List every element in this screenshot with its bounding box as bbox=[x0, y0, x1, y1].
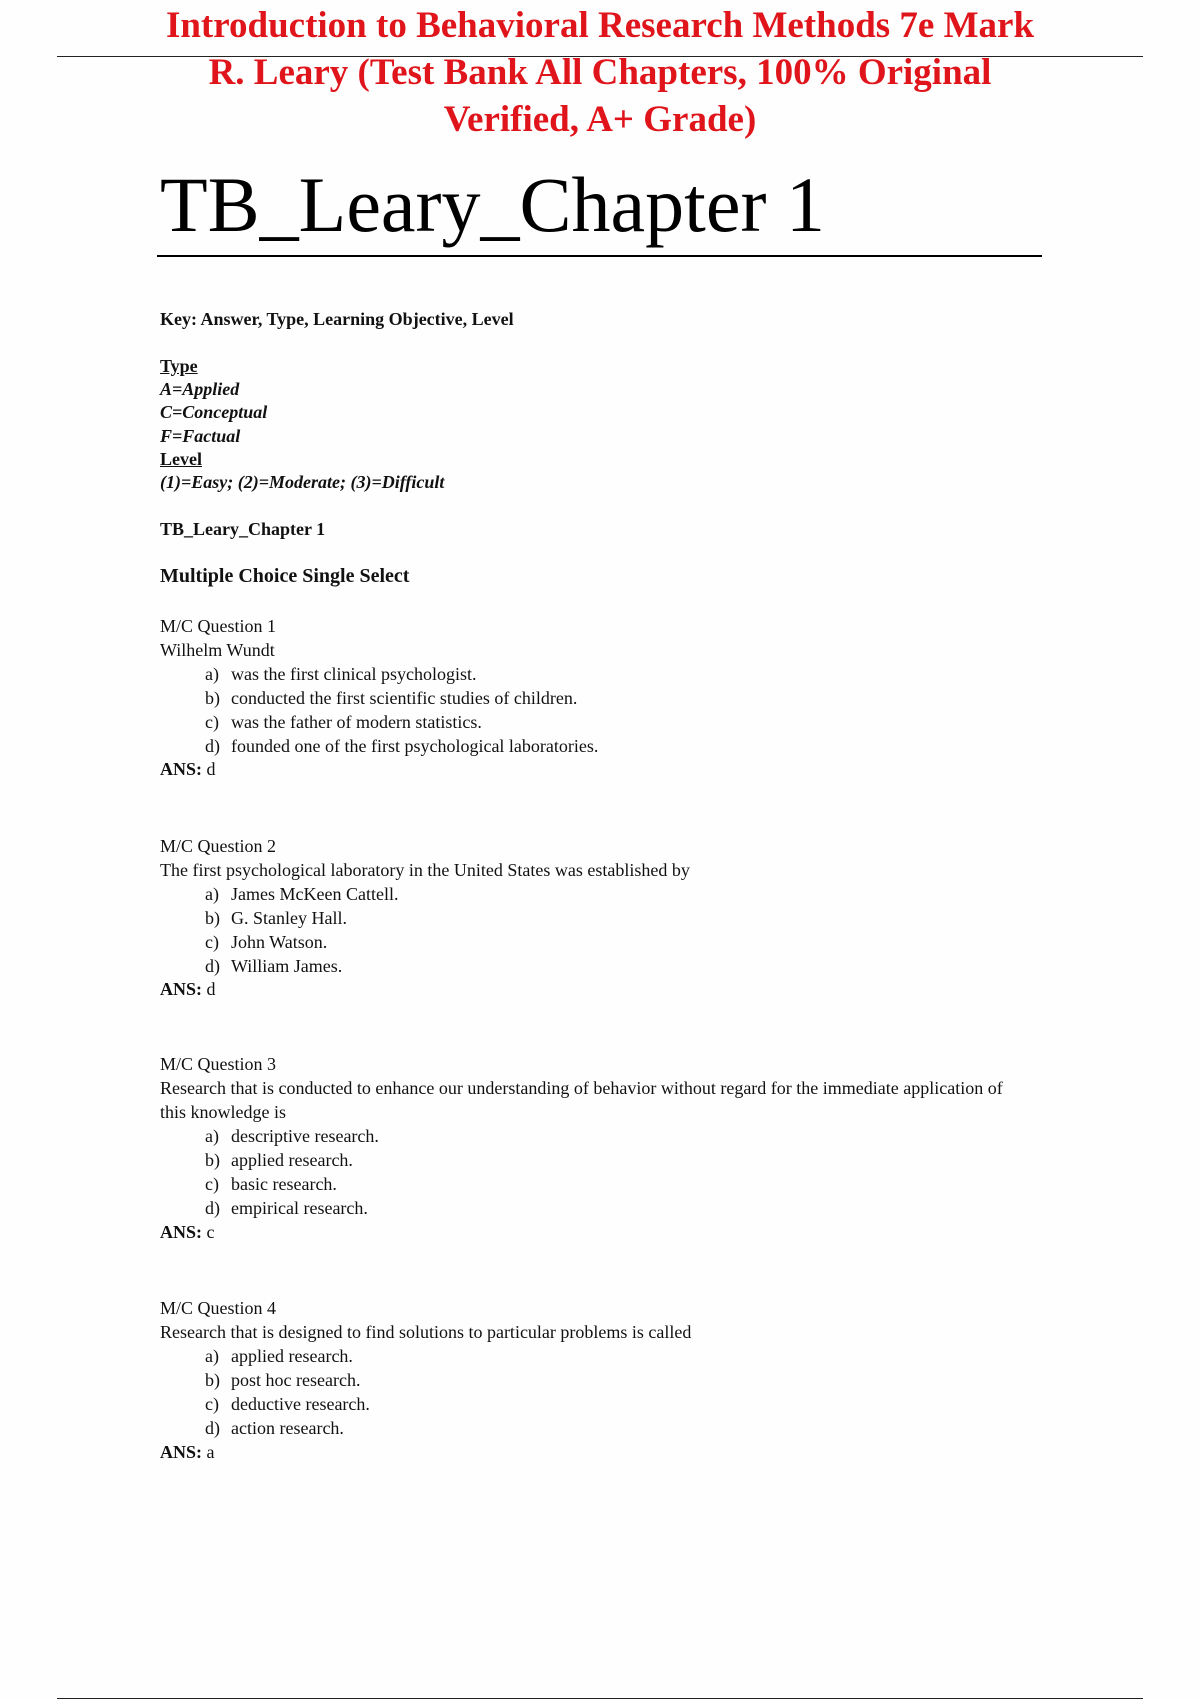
option-letter: d) bbox=[205, 736, 220, 756]
type-factual: F=Factual bbox=[160, 426, 241, 446]
answer-option bbox=[205, 710, 482, 734]
answer-option bbox=[205, 882, 398, 906]
option-text: applied research. bbox=[231, 1346, 353, 1366]
answer-key bbox=[160, 1220, 215, 1244]
banner-line-2: R. Leary (Test Bank All Chapters, 100% Original bbox=[208, 52, 992, 93]
document-banner bbox=[100, 2, 1100, 143]
option-text: James McKeen Cattell. bbox=[231, 884, 399, 904]
option-letter: a) bbox=[205, 1126, 219, 1146]
option-letter: c) bbox=[205, 1174, 219, 1194]
question-prompt: The first psychological laboratory in the United States was established by bbox=[160, 860, 690, 880]
banner-line-3: Verified, A+ Grade) bbox=[443, 99, 757, 140]
question-label: M/C Question 1 bbox=[160, 616, 277, 636]
option-letter: d) bbox=[205, 1198, 220, 1218]
answer-key-label: ANS: bbox=[160, 979, 203, 999]
option-letter: b) bbox=[205, 1150, 220, 1170]
option-text: post hoc research. bbox=[231, 1370, 361, 1390]
title-rule bbox=[157, 255, 1042, 257]
type-conceptual: C=Conceptual bbox=[160, 402, 268, 422]
option-letter: c) bbox=[205, 712, 219, 732]
chapter-label: TB_Leary_Chapter 1 bbox=[160, 519, 326, 539]
question-prompt: Wilhelm Wundt bbox=[160, 640, 275, 660]
option-letter: b) bbox=[205, 688, 220, 708]
answer-option bbox=[205, 906, 347, 930]
key-line: Key: Answer, Type, Learning Objective, Level bbox=[160, 309, 514, 329]
answer-option bbox=[205, 1368, 360, 1392]
answer-option bbox=[205, 1148, 353, 1172]
question-prompt: Research that is conducted to enhance our understanding of behavior without regard for the immediate application of this knowledge is bbox=[160, 1078, 1003, 1122]
option-text: empirical research. bbox=[231, 1198, 368, 1218]
answer-option bbox=[205, 662, 476, 686]
option-text: deductive research. bbox=[231, 1394, 370, 1414]
answer-option bbox=[205, 1392, 370, 1416]
level-definitions: (1)=Easy; (2)=Moderate; (3)=Difficult bbox=[160, 472, 445, 492]
answer-key bbox=[160, 1440, 215, 1464]
type-heading: Type bbox=[160, 356, 198, 376]
answer-option bbox=[205, 1172, 337, 1196]
question-label: M/C Question 3 bbox=[160, 1054, 277, 1074]
question-prompt: Research that is designed to find solutions to particular problems is called bbox=[160, 1322, 692, 1342]
option-text: John Watson. bbox=[231, 932, 328, 952]
answer-option bbox=[205, 1124, 379, 1148]
answer-key-value: d bbox=[206, 759, 216, 779]
answer-option bbox=[205, 686, 577, 710]
type-applied: A=Applied bbox=[160, 379, 240, 399]
option-text: William James. bbox=[231, 956, 343, 976]
answer-option bbox=[205, 1416, 344, 1440]
option-letter: a) bbox=[205, 1346, 219, 1366]
option-text: conducted the first scientific studies of children. bbox=[231, 688, 578, 708]
section-heading: Multiple Choice Single Select bbox=[160, 565, 410, 587]
option-letter: d) bbox=[205, 956, 220, 976]
option-text: applied research. bbox=[231, 1150, 353, 1170]
option-letter: b) bbox=[205, 1370, 220, 1390]
answer-key bbox=[160, 757, 216, 781]
answer-option bbox=[205, 1344, 353, 1368]
answer-option bbox=[205, 930, 327, 954]
level-heading: Level bbox=[160, 449, 202, 469]
option-text: descriptive research. bbox=[231, 1126, 379, 1146]
answer-key-label: ANS: bbox=[160, 1442, 203, 1462]
option-letter: c) bbox=[205, 932, 219, 952]
option-letter: d) bbox=[205, 1418, 220, 1438]
option-text: founded one of the first psychological laboratories. bbox=[231, 736, 599, 756]
answer-key-label: ANS: bbox=[160, 759, 203, 779]
option-text: action research. bbox=[231, 1418, 344, 1438]
option-text: G. Stanley Hall. bbox=[231, 908, 347, 928]
answer-key-value: a bbox=[206, 1442, 215, 1462]
page-bottom-rule bbox=[57, 1698, 1143, 1699]
option-letter: c) bbox=[205, 1394, 219, 1414]
option-text: was the father of modern statistics. bbox=[231, 712, 482, 732]
answer-key-value: c bbox=[206, 1222, 215, 1242]
banner-rule bbox=[57, 56, 1143, 57]
answer-option bbox=[205, 1196, 368, 1220]
answer-key-value: d bbox=[206, 979, 216, 999]
answer-option bbox=[205, 954, 342, 978]
answer-key bbox=[160, 977, 216, 1001]
option-text: was the first clinical psychologist. bbox=[231, 664, 477, 684]
answer-option bbox=[205, 734, 598, 758]
option-letter: a) bbox=[205, 884, 219, 904]
question-label: M/C Question 2 bbox=[160, 836, 277, 856]
option-letter: a) bbox=[205, 664, 219, 684]
option-text: basic research. bbox=[231, 1174, 337, 1194]
question-label: M/C Question 4 bbox=[160, 1298, 277, 1318]
banner-line-1: Introduction to Behavioral Research Methods 7e Mark bbox=[165, 5, 1035, 46]
option-letter: b) bbox=[205, 908, 220, 928]
page-title: TB_Leary_Chapter 1 bbox=[160, 161, 825, 248]
answer-key-label: ANS: bbox=[160, 1222, 203, 1242]
